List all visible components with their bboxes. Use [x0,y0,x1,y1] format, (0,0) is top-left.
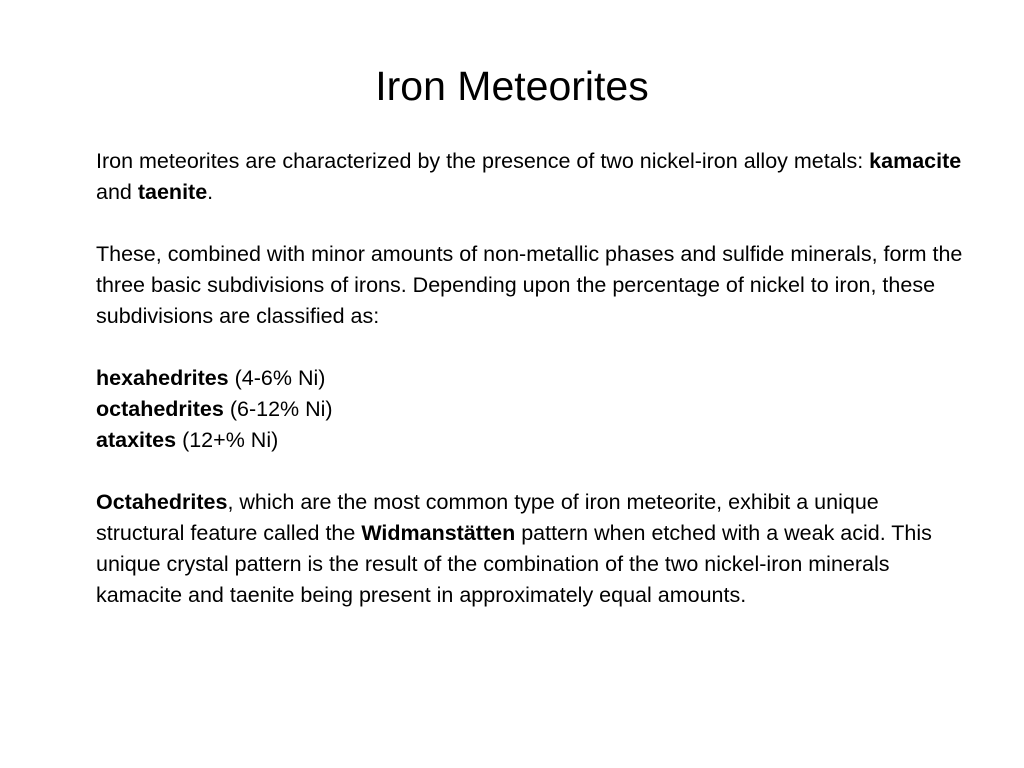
slide-body [96,146,966,611]
term-octahedrites: Octahedrites [96,490,228,514]
spacer [96,332,966,363]
class-item-hexahedrites [96,363,966,394]
closing-paragraph [96,487,966,611]
class-range: (12+% Ni) [176,428,279,452]
spacer [96,208,966,239]
class-name: octahedrites [96,397,224,421]
intro-text-1: Iron meteorites are characterized by the presence of two nickel-iron alloy metals: [96,149,870,173]
intro-paragraph [96,146,966,208]
class-range: (6-12% Ni) [223,397,333,421]
class-name: hexahedrites [96,366,229,390]
class-item-octahedrites [96,394,966,425]
intro-text-2: and [96,180,138,204]
closing-text-1: , which are the most common type of iron meteorite, exhibit a unique structural feature called the [96,490,879,545]
class-range: (4-6% Ni) [228,366,326,390]
spacer [96,456,966,487]
class-name: ataxites [96,428,177,452]
term-kamacite: kamacite [869,149,962,173]
term-widmanstatten: Widmanstätten [361,521,516,545]
intro-text-3: . [207,180,214,204]
subdivisions-paragraph: These, combined with minor amounts of non-metallic phases and sulfide minerals, form the three basic subdivisions of irons. Depending upon the percentage of nickel to iron, these subdivisions are classified as: [96,242,963,328]
closing-text-2: pattern when etched with a weak acid. This unique crystal pattern is the result of the combination of the two nickel-iron minerals kamacite and taenite being present in approximately equal amounts. [96,521,932,607]
class-item-ataxites [96,425,966,456]
classification-list [96,363,966,456]
term-taenite: taenite [137,180,208,204]
slide-title: Iron Meteorites [375,63,649,109]
